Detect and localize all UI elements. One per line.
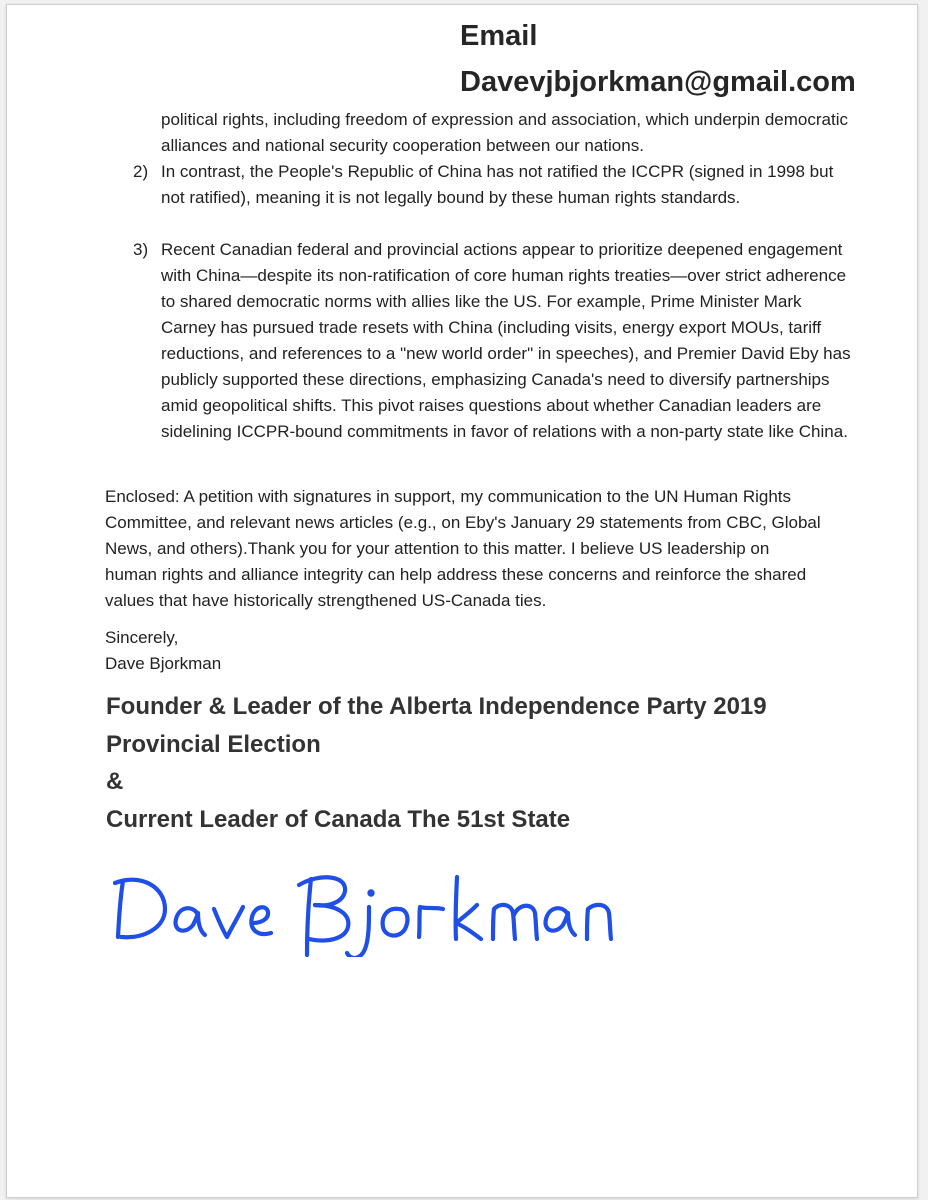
closing-block	[105, 625, 505, 677]
signer-name: Dave Bjorkman	[105, 654, 222, 673]
list-text: In contrast, the People's Republic of China has not ratified the ICCPR (signed in 1998 but not ratified), meaning it is not legally bound by these human rights standards.	[161, 162, 834, 207]
signature-image	[101, 847, 701, 957]
email-address: Davevjbjorkman@gmail.com	[460, 66, 856, 98]
enclosed-paragraph: Enclosed: A petition with signatures in support, my communication to the UN Human Rights Committee, and relevant news articles (e.g., on Eby's January 29 statements from CBC, Global News, and others).Thank you for your attention to this matter. I believe US leadership on human rights and alliance integrity can help address these concerns and reinforce the shared values that have historically strengthened US-Canada ties.	[105, 487, 821, 610]
title-line-3: &	[106, 768, 124, 795]
list-text: Recent Canadian federal and provincial actions appear to prioritize deepened engagement with China—despite its non-ratification of core human rights treaties—over strict adherence to shared democratic norms with allies like the US. For example, Prime Minister Mark Carney has pursued trade resets with China (including visits, energy export MOUs, tariff reductions, and references to a "new world order" in speeches), and Premier David Eby has publicly supported these directions, emphasizing Canada's need to diversify partnerships amid geopolitical shifts. This pivot raises questions about whether Canadian leaders are sidelining ICCPR-bound commitments in favor of relations with a non-party state like China.	[161, 240, 851, 441]
list-number: 2)	[133, 162, 149, 181]
continued-paragraph: political rights, including freedom of expression and association, which underpin democratic alliances and national security cooperation between our nations.	[161, 110, 848, 155]
letter-page	[6, 4, 918, 1198]
list-item	[133, 237, 861, 445]
title-line-2: Provincial Election	[106, 730, 321, 758]
list-number: 3)	[133, 240, 149, 259]
signer-titles	[106, 688, 906, 838]
list-item	[133, 159, 861, 211]
handwritten-signature	[101, 847, 701, 957]
title-line-1: Founder & Leader of the Alberta Independence Party 2019	[106, 693, 767, 720]
title-line-4: Current Leader of Canada The 51st State	[106, 805, 571, 833]
email-label: Email	[460, 20, 538, 52]
email-header	[460, 13, 910, 105]
closing-salutation: Sincerely,	[105, 628, 179, 647]
